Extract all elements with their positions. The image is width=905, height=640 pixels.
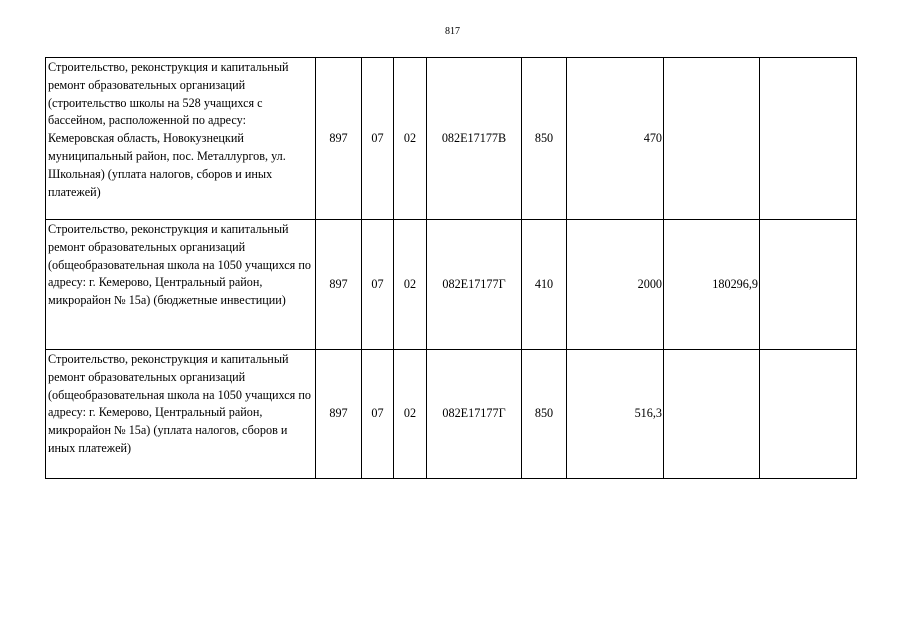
cell-amount-3 [760,58,857,220]
cell-amount-1: 516,3 [567,350,664,479]
cell-description: Строительство, реконструкция и капитальный ремонт образовательных организаций (строительство школы на 528 учащихся с бассейном, расположенной по адресу: Кемеровская область, Новокузнецкий муниципальный район, пос. Металлургов, ул. Школьная) (уплата налогов, сборов и иных платежей) [46,58,316,220]
cell-description: Строительство, реконструкция и капитальный ремонт образовательных организаций (общеобразовательная школа на 1050 учащихся по адресу: г. Кемерово, Центральный район, микрорайон № 15а) (бюджетные инвестиции) [46,220,316,350]
cell-expense-type: 850 [522,58,567,220]
budget-table [45,57,857,479]
cell-section: 07 [362,350,394,479]
cell-subsection: 02 [394,220,427,350]
cell-section: 07 [362,220,394,350]
cell-amount-2: 180296,9 [664,220,760,350]
cell-amount-2 [664,58,760,220]
cell-target-article: 082E17177В [427,58,522,220]
cell-target-article: 082E17177Г [427,350,522,479]
cell-expense-type: 850 [522,350,567,479]
cell-section: 07 [362,58,394,220]
cell-ministry: 897 [316,220,362,350]
cell-amount-2 [664,350,760,479]
page-number: 817 [445,26,460,37]
table-row [46,58,857,220]
cell-amount-3 [760,350,857,479]
cell-target-article: 082E17177Г [427,220,522,350]
cell-description: Строительство, реконструкция и капитальный ремонт образовательных организаций (общеобразовательная школа на 1050 учащихся по адресу: г. Кемерово, Центральный район, микрорайон № 15а) (уплата налогов, сборов и иных платежей) [46,350,316,479]
cell-subsection: 02 [394,58,427,220]
cell-amount-3 [760,220,857,350]
cell-amount-1: 470 [567,58,664,220]
cell-expense-type: 410 [522,220,567,350]
cell-ministry: 897 [316,350,362,479]
cell-subsection: 02 [394,350,427,479]
cell-amount-1: 2000 [567,220,664,350]
table-row [46,220,857,350]
table-row [46,350,857,479]
cell-ministry: 897 [316,58,362,220]
